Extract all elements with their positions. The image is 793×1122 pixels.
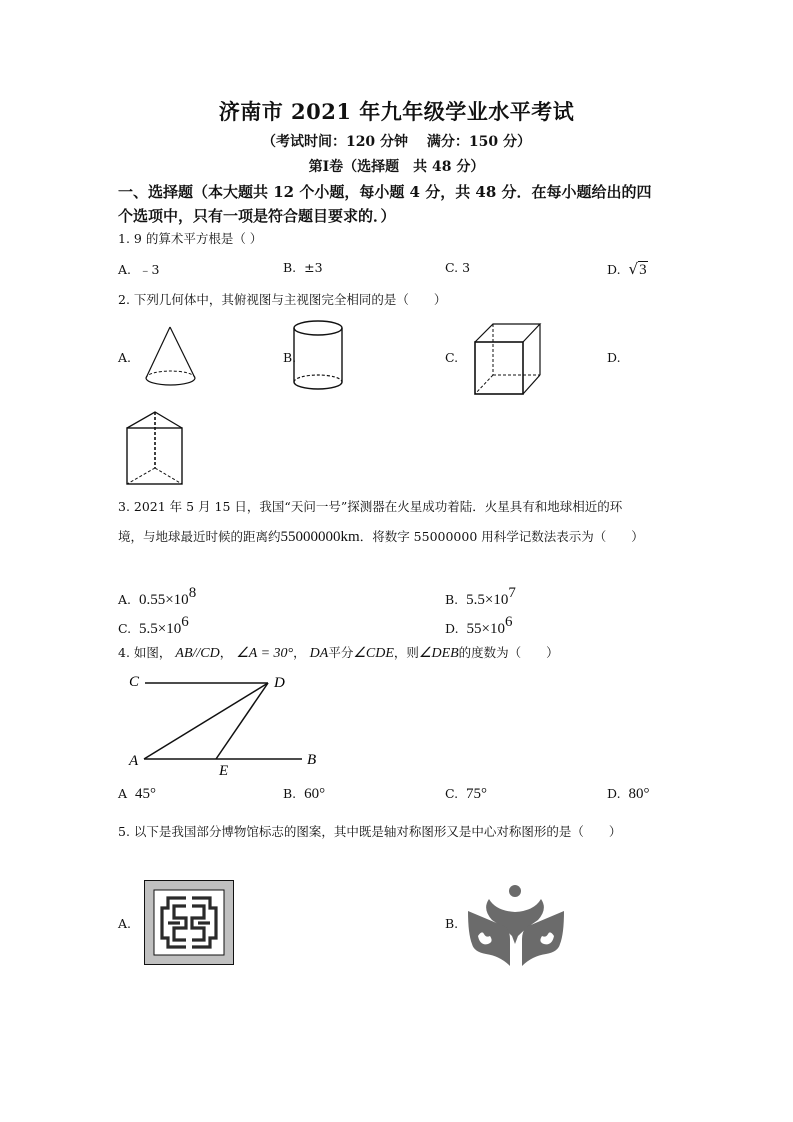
option-label: A.	[118, 592, 132, 607]
option-exponent: 7	[508, 585, 516, 601]
q1-option-c[interactable]	[445, 260, 470, 275]
option-label: A.	[118, 262, 132, 277]
distance-value: 55000000km	[280, 529, 360, 545]
option-value: 80°	[628, 786, 650, 802]
stem-text: 的度数为（ ）	[458, 645, 559, 660]
q2-option-c-label[interactable]: C.	[445, 350, 459, 365]
cube-figure	[440, 318, 560, 403]
option-value: ±3	[304, 260, 323, 275]
option-value: 3	[462, 260, 471, 275]
stem-text: 平分	[328, 645, 354, 660]
point-label-d: D	[274, 675, 285, 691]
option-mantissa: 5.5×10	[466, 592, 509, 608]
option-value: 75°	[466, 786, 488, 802]
option-label: C.	[118, 621, 132, 636]
triangular-prism-figure	[120, 408, 195, 490]
q1-option-d[interactable]	[607, 260, 648, 279]
q4-option-b[interactable]	[283, 786, 325, 803]
option-label: B.	[283, 786, 297, 801]
option-value: 60°	[304, 786, 326, 802]
q2-option-a-label[interactable]: A.	[118, 350, 132, 365]
q4-option-d[interactable]	[607, 786, 650, 803]
question-1-stem: 1. 9 的算术平方根是（ ）	[118, 231, 263, 246]
option-mantissa: 55×10	[466, 621, 505, 637]
option-label: A	[118, 786, 128, 801]
sqrt-icon: √	[628, 260, 639, 278]
math-expr: ∠A = 30°	[236, 646, 294, 661]
q1-option-a[interactable]	[118, 260, 159, 278]
geometry-figure-q4	[125, 668, 335, 778]
q2-option-b-label[interactable]: B.	[283, 350, 297, 365]
q4-option-a[interactable]	[118, 786, 156, 803]
volume-heading: 第Ⅰ卷（选择题 共 48 分）	[308, 159, 485, 175]
math-expr: ∠DEB	[418, 646, 459, 661]
q1-option-b[interactable]	[283, 260, 323, 275]
cylinder-figure	[288, 318, 348, 398]
option-exponent: 6	[504, 614, 513, 630]
question-2-stem: 2. 下列几何体中，其俯视图与主视图完全相同的是（ ）	[118, 292, 447, 307]
section-line-2: 个选项中，只有一项是符合题目要求的．）	[118, 207, 396, 225]
q5-option-b-label[interactable]: B.	[445, 916, 459, 931]
option-mantissa: 5.5×10	[139, 621, 182, 637]
square-maze-logo	[144, 880, 234, 965]
point-label-b: B	[307, 752, 317, 768]
stem-text: ，	[293, 645, 306, 660]
question-5-stem: 5. 以下是我国部分博物馆标志的图案，其中既是轴对称图形又是中心对称图形的是（ ）	[118, 824, 622, 839]
stem-text: 4. 如图，	[118, 645, 172, 660]
option-value: 45°	[134, 786, 156, 802]
q3-option-d[interactable]	[445, 614, 512, 638]
point-label-e: E	[219, 763, 229, 779]
option-exponent: 8	[188, 585, 197, 601]
option-label: B.	[283, 260, 297, 275]
math-expr: ∠CDE	[353, 646, 394, 661]
question-3-stem-line-2	[118, 527, 644, 546]
question-3-stem-line-1: 3. 2021 年 5 月 15 日，我国“天问一号”探测器在火星成功着陆．火星具有和地球相近的环	[118, 499, 623, 514]
math-expr: DA	[309, 646, 329, 661]
point-label-c: C	[129, 674, 140, 690]
question-4-stem	[118, 643, 559, 662]
option-value: ﹣3	[138, 262, 160, 277]
q2-option-d-label[interactable]: D.	[607, 350, 621, 365]
option-label: B.	[445, 592, 459, 607]
option-label: D.	[607, 262, 621, 277]
option-exponent: 6	[181, 614, 189, 630]
q3-option-a[interactable]	[118, 585, 196, 609]
q3-option-c[interactable]	[118, 614, 189, 638]
stem-text: 境，与地球最近时候的距离约	[118, 529, 281, 544]
q3-option-b[interactable]	[445, 585, 516, 609]
option-value: 3	[639, 262, 647, 278]
cone-figure	[140, 320, 210, 390]
option-label: C.	[445, 260, 459, 275]
grey-emblem-logo	[466, 884, 566, 966]
stem-text: ，	[219, 645, 233, 660]
q4-option-c[interactable]	[445, 786, 487, 803]
option-label: D.	[445, 621, 459, 636]
option-label: D.	[607, 786, 621, 801]
option-label: C.	[445, 786, 459, 801]
point-label-a: A	[129, 753, 139, 769]
q5-option-a-label[interactable]: A.	[118, 916, 132, 931]
section-line-1: 一、选择题（本大题共 12 个小题，每小题 4 分，共 48 分．在每小题给出的四	[118, 183, 652, 201]
stem-text: ，则	[393, 645, 419, 660]
stem-text: ．将数字 55000000 用科学记数法表示为（ ）	[359, 529, 644, 544]
exam-title: 济南市 2021 年九年级学业水平考试	[218, 99, 575, 124]
exam-subtitle: （考试时间：120 分钟 满分：150 分）	[261, 134, 532, 150]
section-instructions	[118, 180, 678, 228]
option-mantissa: 0.55×10	[138, 592, 189, 608]
math-expr: AB//CD	[175, 646, 220, 661]
